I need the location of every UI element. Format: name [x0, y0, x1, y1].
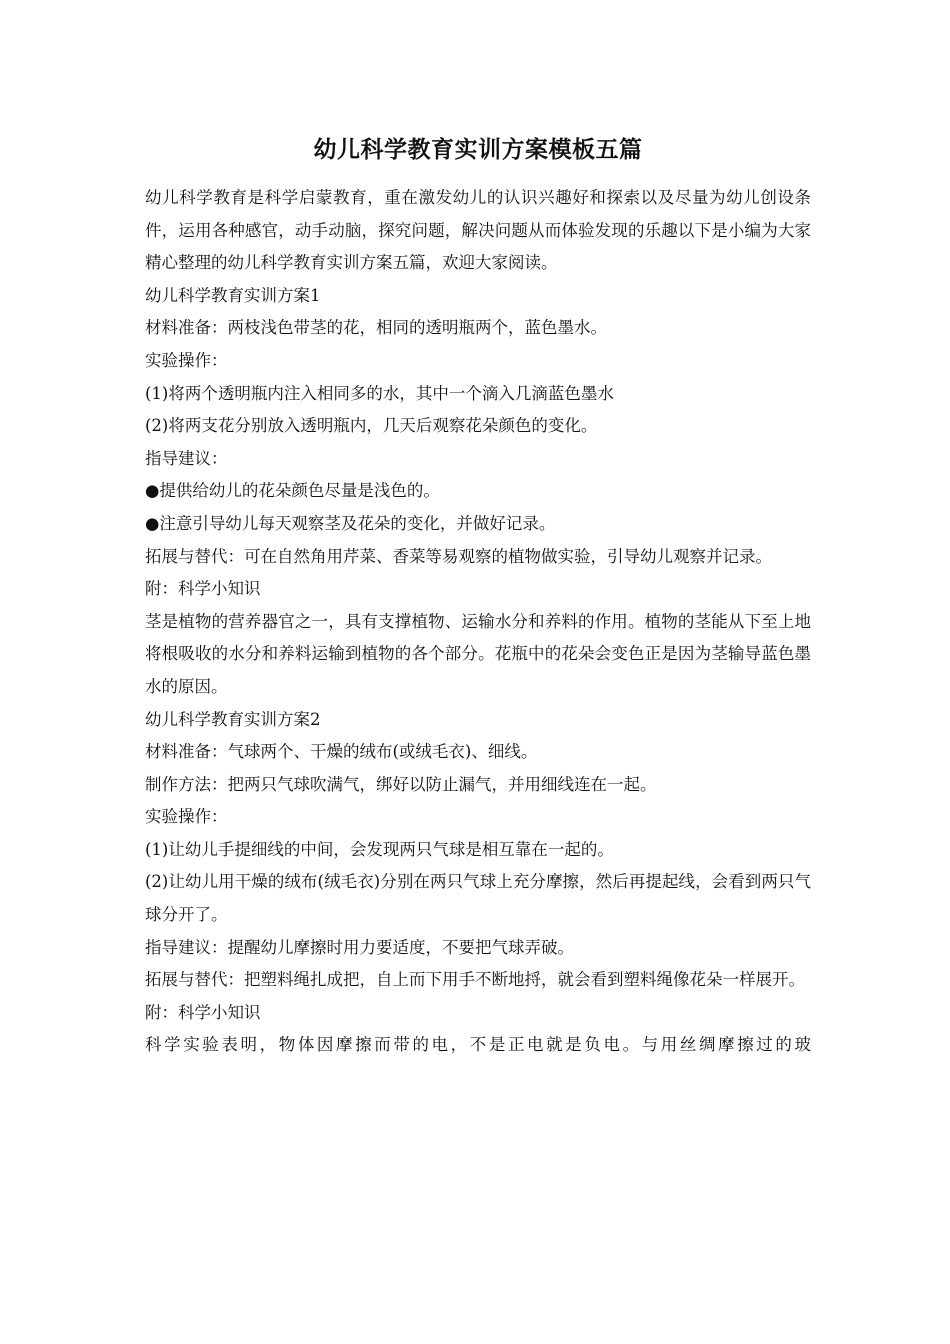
knowledge-paragraph-2: 科学实验表明，物体因摩擦而带的电，不是正电就是负电。与用丝绸摩擦过的玻: [145, 1035, 811, 1055]
operation-step-1: (1)将两个透明瓶内注入相同多的水，其中一个滴入几滴蓝色墨水: [145, 383, 614, 403]
document-page: [145, 128, 811, 1062]
intro-paragraph: 幼儿科学教育是科学启蒙教育，重在激发幼儿的认识兴趣好和探索以及尽量为幼儿创设条件，运用各种感官，动手动脑，探究问题，解决问题从而体验发现的乐趣以下是小编为大家精心整理的幼儿科学教育实训方案五篇，欢迎大家阅读。: [145, 188, 811, 273]
section-heading-plan-2: 幼儿科学教育实训方案2: [145, 709, 321, 729]
operation-step-2-b: (2)让幼儿用干燥的绒布(绒毛衣)分别在两只气球上充分摩擦，然后再提起线，会看到两只气球分开了。: [145, 872, 811, 925]
appendix-heading-2: 附：科学小知识: [145, 1002, 261, 1022]
guidance-bullet-1: ●提供给幼儿的花朵颜色尽量是浅色的。: [145, 481, 440, 501]
operation-heading: 实验操作：: [145, 350, 228, 370]
document-title: 幼儿科学教育实训方案模板五篇: [313, 136, 643, 163]
operation-step-2: (2)将两支花分别放入透明瓶内，几天后观察花朵颜色的变化。: [145, 416, 598, 436]
materials-paragraph: 材料准备：两枝浅色带茎的花，相同的透明瓶两个，蓝色墨水。: [145, 318, 607, 338]
knowledge-paragraph: 茎是植物的营养器官之一，具有支撑植物、运输水分和养料的作用。植物的茎能从下至上地将根吸收的水分和养料运输到植物的各个部分。花瓶中的花朵会变色正是因为茎输导蓝色墨水的原因。: [145, 611, 811, 696]
section-heading-plan-1: 幼儿科学教育实训方案1: [145, 285, 321, 305]
operation-heading-2: 实验操作：: [145, 807, 228, 827]
guidance-paragraph-2: 指导建议：提醒幼儿摩擦时用力要适度，不要把气球弄破。: [145, 937, 574, 957]
appendix-heading: 附：科学小知识: [145, 579, 261, 599]
guidance-bullet-2: ●注意引导幼儿每天观察茎及花朵的变化，并做好记录。: [145, 513, 556, 533]
extension-paragraph-2: 拓展与替代：把塑料绳扎成把，自上而下用手不断地捋，就会看到塑料绳像花朵一样展开。: [145, 970, 805, 990]
materials-paragraph-2: 材料准备：气球两个、干燥的绒布(或绒毛衣)、细线。: [145, 742, 538, 762]
operation-step-1-b: (1)让幼儿手提细线的中间，会发现两只气球是相互靠在一起的。: [145, 839, 614, 859]
guidance-heading: 指导建议：: [145, 448, 228, 468]
method-paragraph: 制作方法：把两只气球吹满气，绑好以防止漏气，并用细线连在一起。: [145, 774, 657, 794]
extension-paragraph: 拓展与替代：可在自然角用芹菜、香菜等易观察的植物做实验，引导幼儿观察并记录。: [145, 546, 772, 566]
